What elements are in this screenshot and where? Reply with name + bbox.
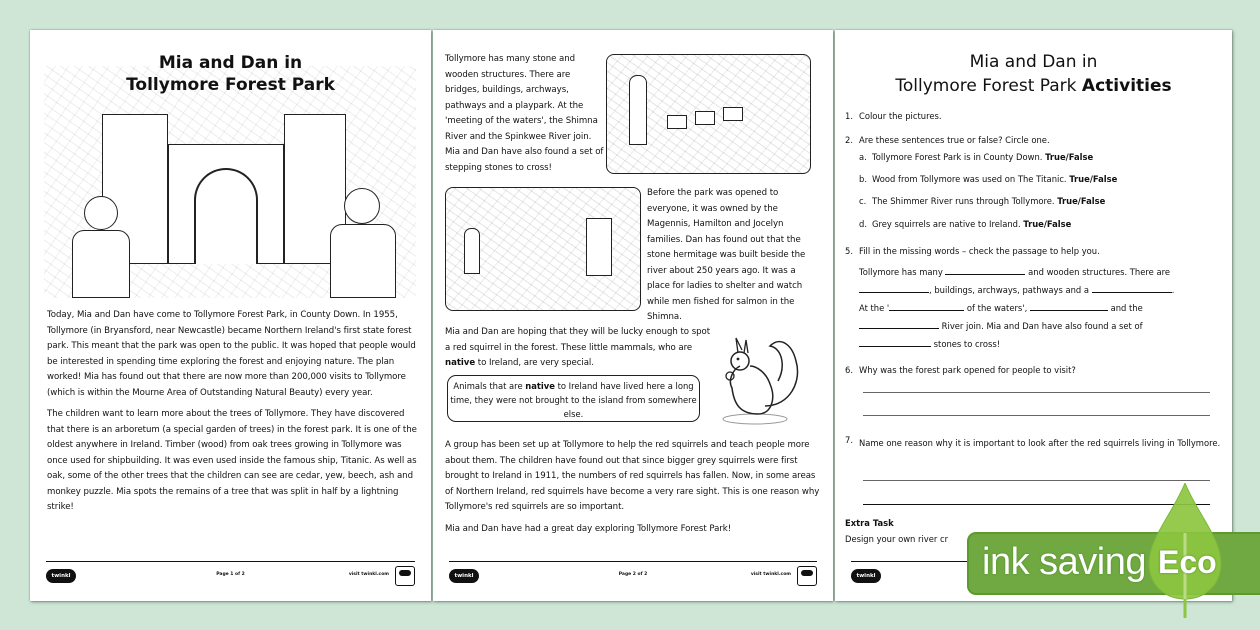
title-text: Tollymore Forest Park — [895, 76, 1082, 96]
paragraph-squirrel — [445, 325, 715, 372]
fill-line-3 — [859, 299, 1219, 317]
question-number: 7. — [845, 435, 853, 445]
item-letter: c. — [859, 196, 867, 206]
question-7 — [845, 434, 1225, 452]
answer-line[interactable] — [863, 392, 1210, 393]
paragraph-ending: Mia and Dan have had a great day exploring Tollymore Forest Park! — [445, 523, 732, 534]
twinkl-logo: twinkl — [449, 569, 479, 583]
extra-task-heading: Extra Task — [845, 518, 894, 528]
twinkl-logo: twinkl — [851, 569, 881, 583]
fill-text: and the — [1110, 303, 1143, 313]
title-line-1: Mia and Dan in — [969, 52, 1098, 72]
question-number: 1. — [845, 111, 853, 121]
blank-field[interactable] — [945, 266, 1025, 275]
page-footer — [449, 561, 817, 591]
page-number: Page 1 of 2 — [216, 572, 245, 577]
title-line-2 — [835, 74, 1232, 98]
paragraph-owners: Before the park was opened to everyone, it was owned by the Magennis, Hamilton and Jocelyn families. Dan has found out that the stone hermitage was built beside the river about 250 years ago. It was a place for ladies to shelter and watch while men fished for salmon in the Shimna. — [647, 188, 806, 322]
answer-line[interactable] — [863, 415, 1210, 416]
activities-title — [835, 50, 1232, 98]
stepping-stone — [695, 111, 715, 125]
question-text: Colour the pictures. — [859, 111, 942, 121]
tf-item-a — [859, 152, 1093, 162]
blank-field[interactable] — [859, 320, 939, 329]
eco-label: Eco — [1158, 544, 1217, 580]
fill-text: At the ' — [859, 303, 890, 313]
question-2 — [845, 134, 1050, 147]
question-number: 2. — [845, 135, 853, 145]
item-letter: d. — [859, 219, 867, 229]
dan-figure-body — [330, 224, 396, 298]
paragraph-trees: The children want to learn more about the trees of Tollymore. They have discovered that there is an arboretum (a special garden of trees) in the forest park. It is one of the oldest anywhere in Ireland. Timber (wood) from oak trees growing in Tollymore was once used for shipbuilding. It was even used inside the famous ship, Titanic. As well as oak, some of the other trees that the children can see are cedar, yew, beech, ash and monkey puzzle. Mia spots the remains of a tree that was split in half by a lightning strike! — [47, 409, 417, 512]
native-definition-box — [447, 375, 700, 422]
hermitage-illustration — [445, 187, 641, 311]
text-segment: Animals that are — [453, 381, 526, 391]
title-line-1: Mia and Dan in — [158, 53, 303, 73]
question-5 — [845, 245, 1100, 258]
tf-item-b — [859, 174, 1117, 184]
true-false-choice[interactable]: True/False — [1023, 219, 1072, 229]
blank-field[interactable] — [859, 284, 929, 293]
fill-line-5 — [859, 335, 1219, 353]
item-text: Grey squirrels are native to Ireland. — [872, 219, 1021, 229]
question-number: 5. — [845, 246, 853, 256]
text-segment: to Ireland, are very special. — [475, 358, 594, 368]
quality-badge-icon — [797, 566, 817, 586]
item-text: Tollymore Forest Park is in County Down. — [872, 152, 1043, 162]
ink-saving-label: ink saving — [982, 541, 1146, 583]
stepping-stone — [667, 115, 687, 129]
worksheet-page-2 — [433, 30, 833, 601]
true-false-choice[interactable]: True/False — [1045, 152, 1094, 162]
keyword-native: native — [525, 381, 555, 391]
question-text: Why was the forest park opened for people to visit? — [859, 365, 1076, 375]
fill-text: , buildings, archways, pathways and a — [929, 285, 1090, 295]
question-text: Name one reason why it is important to look after the red squirrels living in Tollymore. — [859, 438, 1221, 448]
tf-item-c — [859, 196, 1105, 206]
fill-line-2 — [859, 281, 1219, 299]
page1-body — [47, 308, 419, 522]
question-6 — [845, 364, 1076, 377]
footer-divider — [46, 561, 415, 562]
fill-text: stones to cross! — [933, 339, 1001, 349]
visit-url: visit twinkl.com — [750, 572, 791, 577]
page2-closing — [445, 438, 823, 543]
text-segment: to Ireland have lived here a long time, they were not brought to the island from somewhere else. — [450, 381, 697, 419]
castle-gate-illustration — [44, 66, 416, 298]
quality-badge-icon — [395, 566, 415, 586]
mia-figure-body — [72, 230, 130, 298]
item-text: The Shimmer River runs through Tollymore. — [872, 196, 1055, 206]
true-false-choice[interactable]: True/False — [1069, 174, 1118, 184]
fill-line-4 — [859, 317, 1219, 335]
blank-field[interactable] — [1030, 302, 1108, 311]
dan-figure-head — [344, 188, 380, 224]
worksheet-page-1 — [30, 30, 431, 601]
fill-line-1 — [859, 263, 1219, 281]
title-line-2: Tollymore Forest Park — [126, 75, 335, 95]
hermitage-window — [586, 218, 612, 276]
question-number: 6. — [845, 365, 853, 375]
page-footer — [46, 561, 415, 591]
item-letter: b. — [859, 174, 867, 184]
question-text: Are these sentences true or false? Circle one. — [859, 135, 1050, 145]
child-figure — [464, 228, 480, 274]
stepping-stone — [723, 107, 743, 121]
paragraph-structures: Tollymore has many stone and wooden structures. There are bridges, buildings, archways, pathways and a playpark. At the 'meeting of the waters', the Shimna River and the Spinkwee River join. Mia and Dan have also found a set of stepping stones to cross! — [445, 54, 604, 173]
page-title — [30, 52, 431, 96]
tf-item-d — [859, 219, 1071, 229]
footer-divider — [449, 561, 817, 562]
blank-field[interactable] — [859, 338, 931, 347]
text-segment: Mia and Dan are hoping that they will be lucky enough to spot a red squirrel in the forest. These little mammals, who are — [445, 327, 711, 353]
item-text: Wood from Tollymore was used on The Titanic. — [872, 174, 1067, 184]
page-number: Page 2 of 2 — [618, 572, 648, 577]
child-figure — [629, 75, 647, 145]
title-activities-word: Activities — [1081, 76, 1172, 96]
question-text: Fill in the missing words – check the passage to help you. — [859, 246, 1100, 256]
red-squirrel-illustration — [710, 326, 810, 426]
item-letter: a. — [859, 152, 867, 162]
true-false-choice[interactable]: True/False — [1057, 196, 1106, 206]
blank-field[interactable] — [1092, 284, 1172, 293]
answer-line[interactable] — [863, 480, 1210, 481]
paragraph-squirrel-group: A group has been set up at Tollymore to help the red squirrels and teach people more about them. The children have found out that since bigger grey squirrels were first brought to Ireland in 1911, the numbers of red squirrels has fallen. Now, in some areas of Northern Ireland, red squirrels have become a very rare sight. This is one reason why Tollymore's red squirrels are so important. — [445, 440, 820, 512]
fill-text: River join. Mia and Dan have also found a set of — [941, 321, 1143, 331]
fill-text: and wooden structures. There are — [1028, 267, 1170, 277]
extra-task-text: Design your own river cr — [845, 534, 949, 544]
twinkl-logo: twinkl — [46, 569, 76, 583]
fill-text: of the waters', — [966, 303, 1028, 313]
castle-archway — [194, 168, 258, 264]
blank-field[interactable] — [889, 302, 964, 311]
keyword-native: native — [445, 358, 476, 368]
mia-figure-head — [84, 196, 118, 230]
footer-divider — [851, 561, 976, 562]
fill-text: . — [1171, 285, 1175, 295]
visit-url: visit twinkl.com — [348, 572, 389, 577]
question-1 — [845, 110, 942, 123]
fill-text: Tollymore has many — [859, 267, 943, 277]
paragraph-intro: Today, Mia and Dan have come to Tollymore Forest Park, in County Down. In 1955, Tollymore (in Bryansford, near Newcastle) became Northern Ireland's first state forest park. This meant that the park was open to the public. It was hoped that people would be interested in spending time exploring the forest and enjoying nature. The plan worked! Mia has found out that there are now more than 200,000 visits to Tollymore (which is within the Mourne Area of Outstanding Natural Beauty) every year. — [47, 310, 416, 398]
stepping-stones-illustration — [606, 54, 811, 174]
